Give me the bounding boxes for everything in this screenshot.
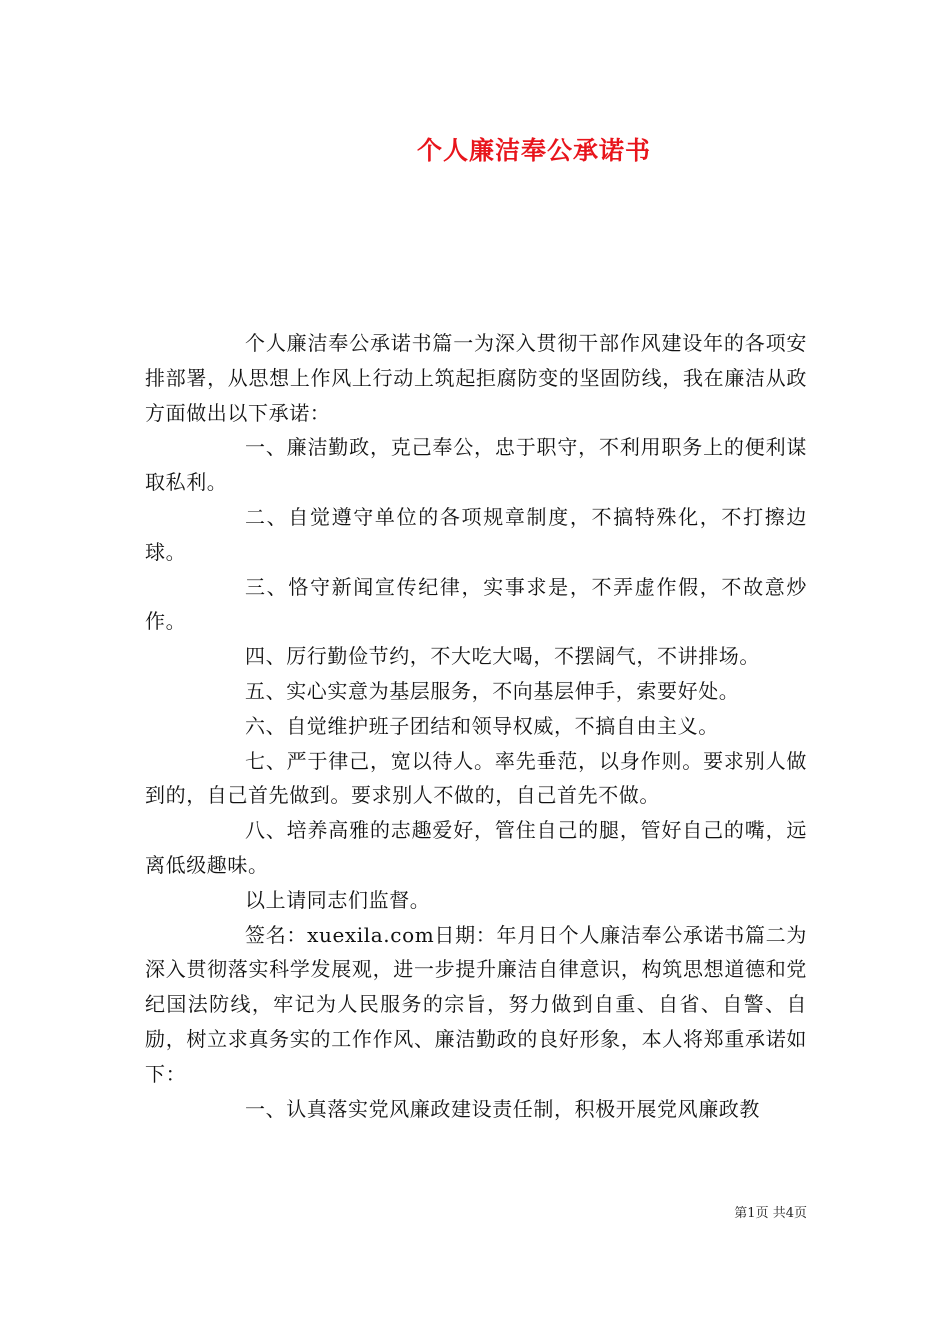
paragraph-pledge-6: 六、自觉维护班子团结和领导权威，不搞自由主义。 <box>245 713 719 738</box>
paragraph-pledge-2: 二、自觉遵守单位的各项规章制度，不搞特殊化，不打擦边球。 <box>145 504 807 564</box>
document-body <box>145 326 807 1126</box>
footer-total-pages: 4 <box>785 1206 794 1221</box>
paragraph-pledge-4: 四、厉行勤俭节约，不大吃大喝，不摆阔气，不讲排场。 <box>245 644 760 669</box>
footer-suffix: 页 <box>793 1206 807 1221</box>
paragraph-intro: 个人廉洁奉公承诺书篇一为深入贯彻干部作风建设年的各项安排部署，从思想上作风上行动上筑起拒腐防变的坚固防线，我在廉洁从政方面做出以下承诺： <box>145 331 807 425</box>
paragraph-pledge-3: 三、恪守新闻宣传纪律，实事求是，不弄虚作假，不故意炒作。 <box>145 574 807 634</box>
footer-current-page: 1 <box>747 1206 756 1221</box>
footer-prefix: 第 <box>734 1206 748 1221</box>
paragraph-pledge-1: 一、廉洁勤政，克己奉公，忠于职守，不利用职务上的便利谋取私利。 <box>145 435 807 495</box>
footer-middle: 页 共 <box>755 1206 786 1221</box>
paragraph-pledge-8: 八、培养高雅的志趣爱好，管住自己的腿，管好自己的嘴，远离低级趣味。 <box>145 818 807 877</box>
paragraph-signature-and-part-two: 签名：xuexila.com日期：年月日个人廉洁奉公承诺书篇二为深入贯彻落实科学发展观，进一步提升廉洁自律意识，构筑思想道德和党纪国法防线，牢记为人民服务的宗旨，努力做到自重、自省、自警、自励，树立求真务实的工作作风、廉洁勤政的良好形象，本人将郑重承诺如下： <box>145 922 807 1086</box>
page-title: 个人廉洁奉公承诺书 <box>416 136 651 165</box>
paragraph-part-two-pledge-1: 一、认真落实党风廉政建设责任制，积极开展党风廉政教 <box>245 1096 760 1121</box>
paragraph-pledge-7: 七、严于律己，宽以待人。率先垂范，以身作则。要求别人做到的，自己首先做到。要求别人不做的，自己首先不做。 <box>145 748 807 808</box>
paragraph-pledge-5: 五、实心实意为基层服务，不向基层伸手，索要好处。 <box>245 678 740 703</box>
page-footer <box>0 1205 807 1223</box>
paragraph-supervision: 以上请同志们监督。 <box>245 887 431 912</box>
